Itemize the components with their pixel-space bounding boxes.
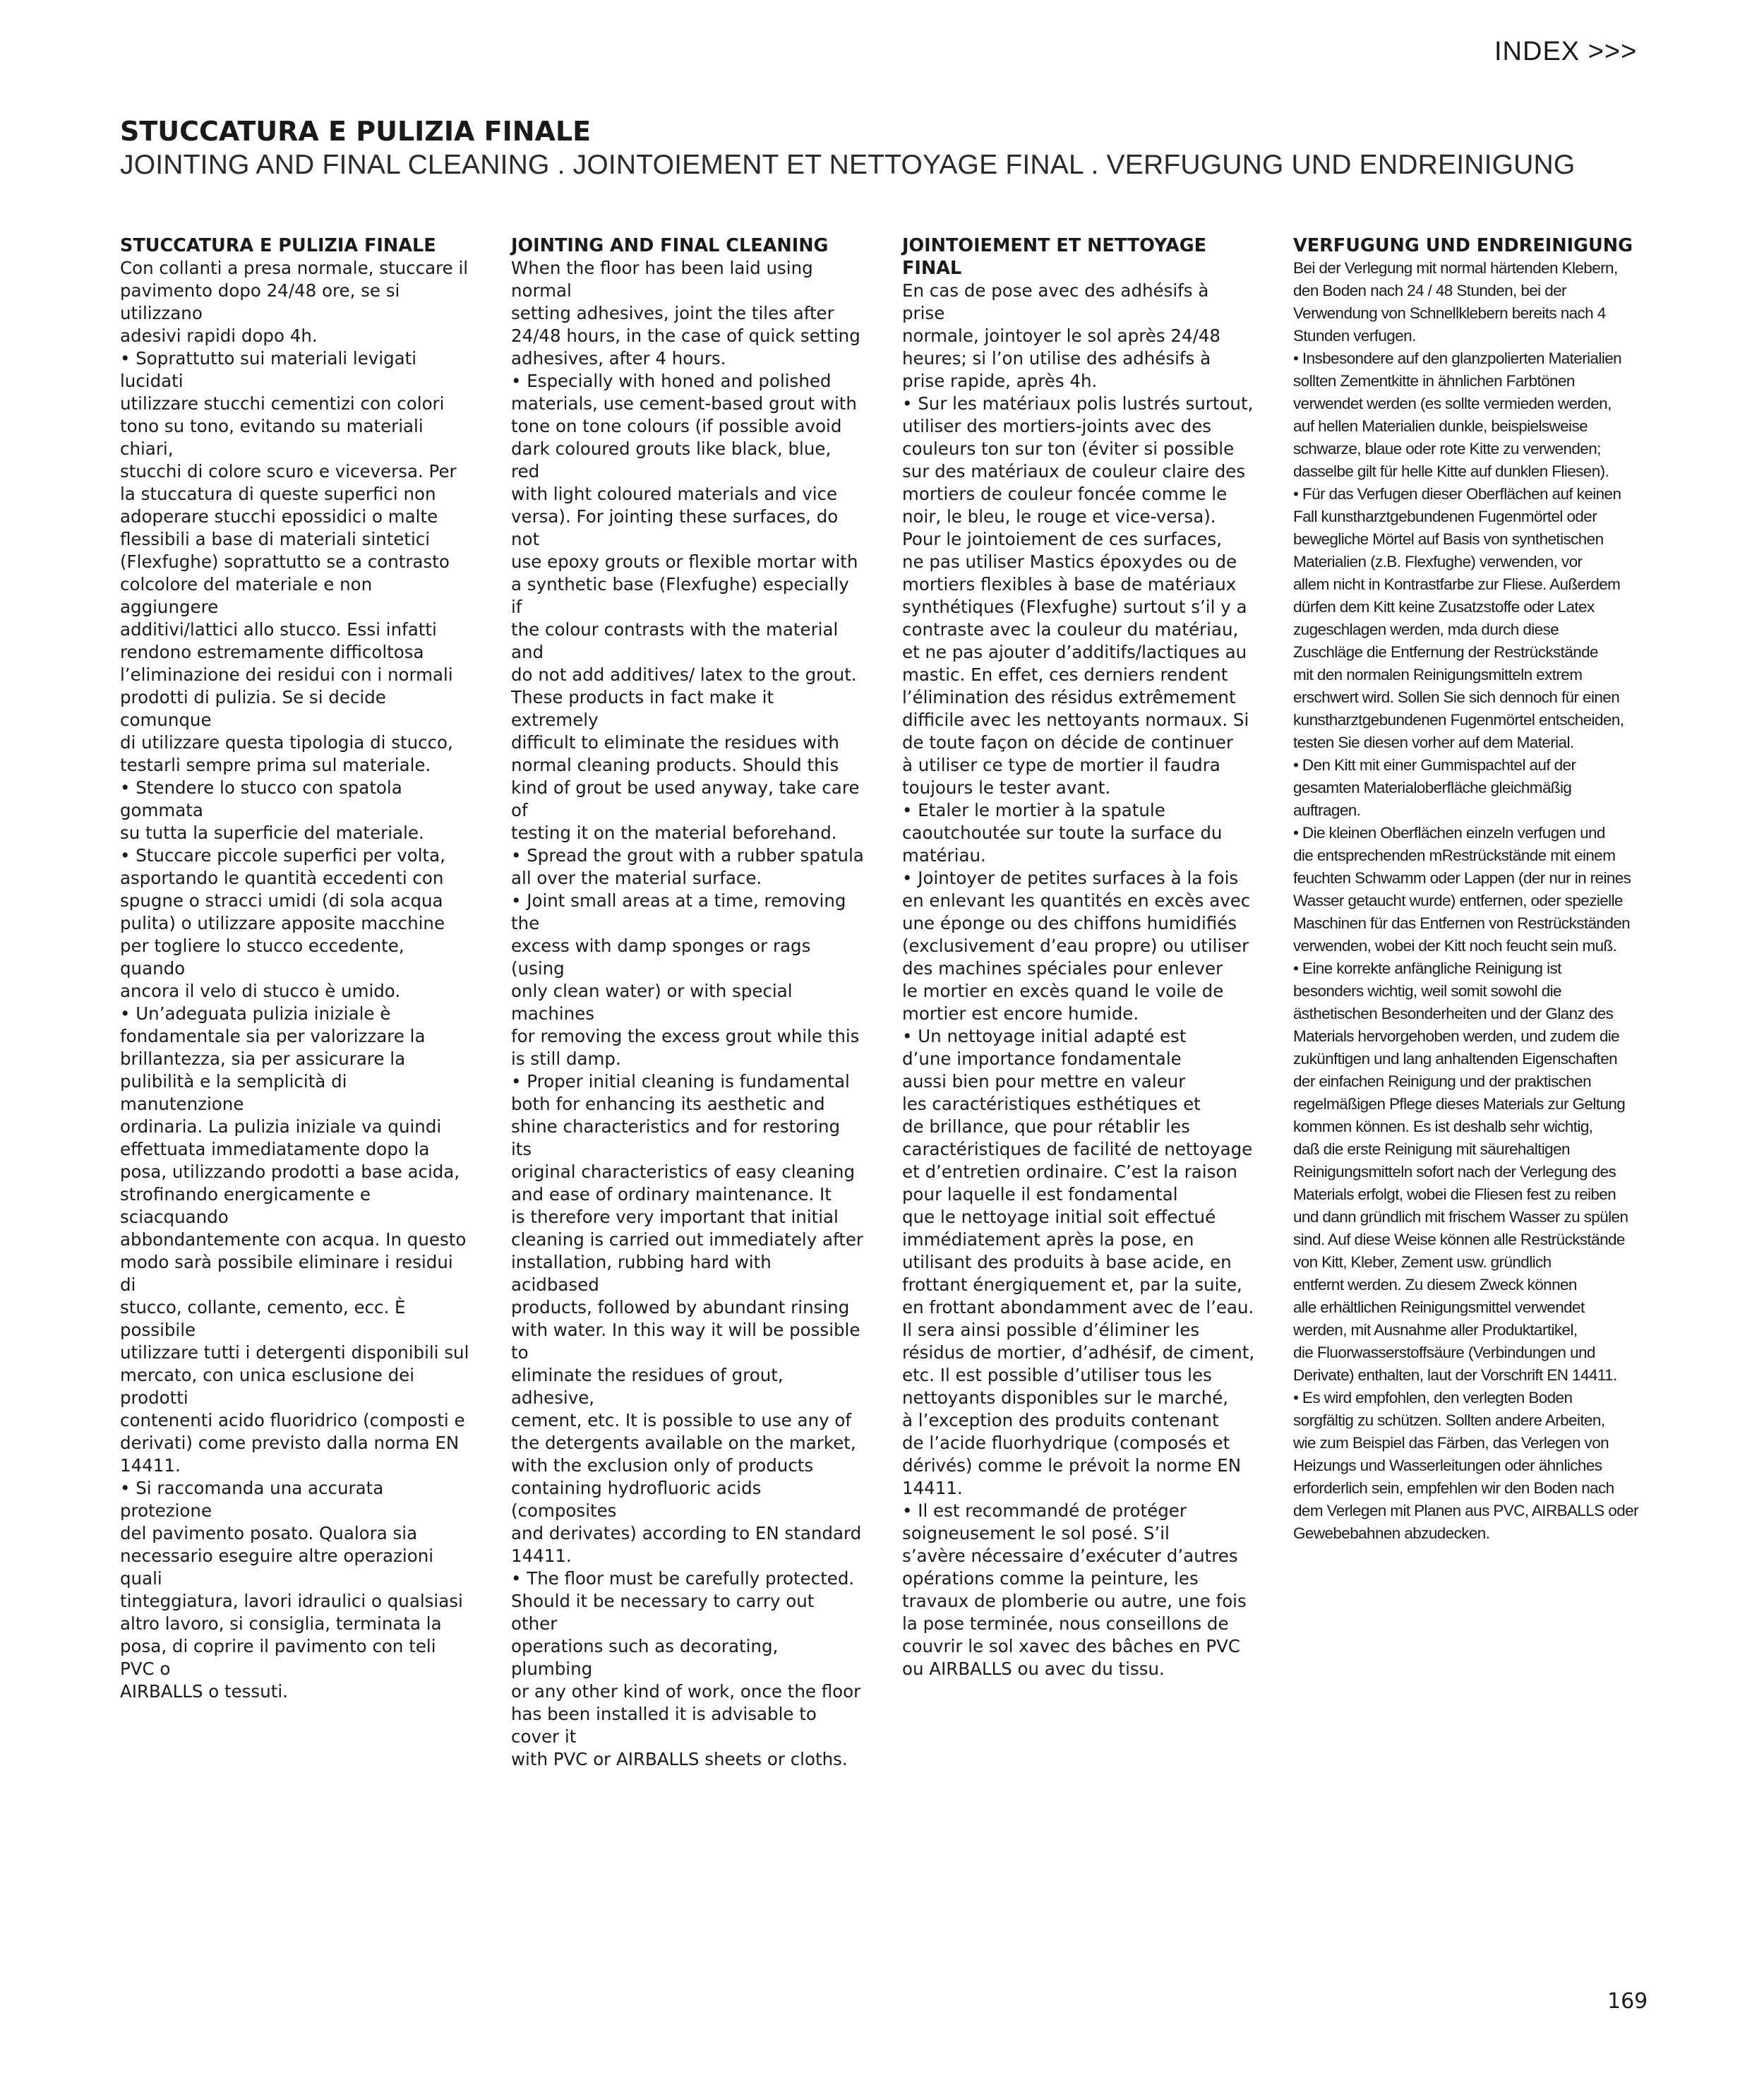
- page-number: 169: [1607, 1989, 1648, 2014]
- column-english: [511, 234, 864, 1771]
- column-heading: JOINTOIEMENT ET NETTOYAGE FINAL: [902, 235, 1207, 279]
- column-body: When the floor has been laid using normal setting adhesives, joint the tiles after 24/48 hours, in the case of quick setting adhesives, after 4 hours. • Especially with honed and polished materials, use cement-based grout with tone on tone colours (if possible avoid dark coloured grouts like black, blue, red with light coloured materials and vice versa). For jointing these surfaces, do not use epoxy grouts or flexible mortar with a synthetic base (Flexfughe) especially if the colour contrasts with the material and do not add additives/ latex to the grout. These products in fact make it extremely difficult to eliminate the residues with normal cleaning products. Should this kind of grout be used anyway, take care of testing it on the material beforehand. • Spread the grout with a rubber spatula all over the material surface. • Joint small areas at a time, removing the excess with damp sponges or rags (using only clean water) or with special machines for removing the excess grout while this is still damp. • Proper initial cleaning is fundamental both for enhancing its aesthetic and shine characteristics and for restoring its original characteristics of easy cleaning and ease of ordinary maintenance. It is therefore very important that initial cleaning is carried out immediately after installation, rubbing hard with acidbased products, followed by abundant rinsing with water. In this way it will be possible to eliminate the residues of grout, adhesive, cement, etc. It is possible to use any of the detergents available on the market, with the exclusion only of products containing hydrofluoric acids (composites and derivates) according to EN standard 14411. • The floor must be carefully protected. Should it be necessary to carry out other operations such as decorating, plumbing or any other kind of work, once the floor has been installed it is advisable to cover it with PVC or AIRBALLS sheets or cloths.: [511, 258, 864, 1769]
- page-title: STUCCATURA E PULIZIA FINALE: [120, 116, 592, 147]
- column-italian: [120, 234, 473, 1703]
- column-german: [1293, 234, 1660, 1545]
- column-body: Bei der Verlegung mit normal härtenden Klebern, den Boden nach 24 / 48 Stunden, bei der Verwendung von Schnellklebern bereits nach 4 Stunden verfugen. • Insbesondere auf den glanzpolierten Materialien sollten Zementkitte in ähnlichen Farbtönen verwendet werden (es sollte vermieden werden, auf hellen Materialien dunkle, beispielsweise schwarze, blaue oder rote Kitte zu verwenden; dasselbe gilt für helle Kitte auf dunklen Fliesen). • Für das Verfugen dieser Oberflächen auf keinen Fall kunstharztgebundenen Fugenmörtel oder bewegliche Mörtel auf Basis von synthetischen Materialien (z.B. Flexfughe) verwenden, vor allem nicht in Kontrastfarbe zur Fliese. Außerdem dürfen dem Kitt keine Zusatzstoffe oder Latex zugeschlagen werden, mda durch diese Zuschläge die Entfernung der Restrückstände mit den normalen Reinigungsmitteln extrem erschwert wird. Sollen Sie sich dennoch für einen kunstharztgebundenen Fugenmörtel entscheiden, testen Sie diesen vorher auf dem Material. • Den Kitt mit einer Gummispachtel auf der gesamten Materialoberfläche gleichmäßig auftragen. • Die kleinen Oberflächen einzeln verfugen und die entsprechenden mRestrückstände mit einem feuchten Schwamm oder Lappen (der nur in reines Wasser getaucht wurde) entfernen, oder spezielle Maschinen für das Entfernen von Restrückständen verwenden, wobei der Kitt noch feucht sein muß. • Eine korrekte anfängliche Reinigung ist besonders wichtig, weil somit sowohl die ästhetischen Besonderheiten und der Glanz des Materials hervorgehoben werden, und zudem die zukünftigen und lang anhaltenden Eigenschaften der einfachen Reinigung und der praktischen regelmäßigen Pflege dieses Materials zur Geltung kommen können. Es ist deshalb sehr wichtig, daß die erste Reinigung mit säurehaltigen Reinigungsmitteln sofort nach der Verlegung des Materials erfolgt, wobei die Fliesen fest zu reiben und dann gründlich mit frischem Wasser zu spülen sind. Auf diese Weise können alle Restrückstände von Kitt, Kleber, Zement usw. gründlich entfernt werden. Zu diesem Zweck können alle erhältlichen Reinigungsmittel verwendet werden, mit Ausnahme aller Produktartikel, die Fluorwasserstoffsäure (Verbindungen und Derivate) enthalten, laut der Vorschrift EN 14411. • Es wird empfohlen, den verlegten Boden sorgfältig zu schützen. Sollten andere Arbeiten, wie zum Beispiel das Färben, das Verlegen von Heizungs und Wasserleitungen oder ähnliches erforderlich sein, empfehlen wir den Boden nach dem Verlegen mit Planen aus PVC, AIRBALLS oder Gewebebahnen abzudecken.: [1293, 259, 1638, 1542]
- page-subtitle: JOINTING AND FINAL CLEANING . JOINTOIEMENT ET NETTOYAGE FINAL . VERFUGUNG UND ENDREINIGUNG: [120, 150, 1576, 180]
- column-heading: VERFUGUNG UND ENDREINIGUNG: [1293, 235, 1633, 256]
- column-body: En cas de pose avec des adhésifs à prise normale, jointoyer le sol après 24/48 heures; si l’on utilise des adhésifs à prise rapide, après 4h. • Sur les matériaux polis lustrés surtout, utiliser des mortiers-joints avec des couleurs ton sur ton (éviter si possible sur des matériaux de couleur claire des mortiers de couleur foncée comme le noir, le bleu, le rouge et vice-versa). Pour le jointoiement de ces surfaces, ne pas utiliser Mastics époxydes ou de mortiers flexibles à base de matériaux synthétiques (Flexfughe) surtout s’il y a contraste avec la couleur du matériau, et ne pas ajouter d’additifs/lactiques au mastic. En effet, ces derniers rendent l’élimination des résidus extrêmement difficile avec les nettoyants normaux. Si de toute façon on décide de continuer à utiliser ce type de mortier il faudra toujours le tester avant. • Etaler le mortier à la spatule caoutchoutée sur toute la surface du matériau. • Jointoyer de petites surfaces à la fois en enlevant les quantités en excès avec une éponge ou des chiffons humidifiés (exclusivement d’eau propre) ou utiliser des machines spéciales pour enlever le mortier en excès quand le voile de mortier est encore humide. • Un nettoyage initial adapté est d’une importance fondamentale aussi bien pour mettre en valeur les caractéristiques esthétiques et de brillance, que pour rétablir les caractéristiques de facilité de nettoyage et d’entretien ordinaire. C’est la raison pour laquelle il est fondamental que le nettoyage initial soit effectué immédiatement après la pose, en utilisant des produits à base acide, en frottant énergiquement et, par la suite, en frottant abondamment avec de l’eau. Il sera ainsi possible d’éliminer les résidus de mortier, d’adhésif, de ciment, etc. Il est possible d’utiliser tous les nettoyants disponibles sur le marché, à l’exception des produits contenant de l’acide fluorhydrique (composés et dérivés) comme le prévoit la norme EN 14411. • Il est recommandé de protéger soigneusement le sol posé. S’il s’avère nécessaire d’exécuter d’autres opérations comme la peinture, les travaux de plomberie ou autre, une fois la pose terminée, nous conseillons de couvrir le sol xavec des bâches en PVC ou AIRBALLS ou avec du tissu.: [902, 280, 1255, 1679]
- column-heading: JOINTING AND FINAL CLEANING: [511, 235, 829, 256]
- index-link[interactable]: INDEX >>>: [1494, 37, 1638, 66]
- column-heading: STUCCATURA E PULIZIA FINALE: [120, 235, 436, 256]
- column-body: Con collanti a presa normale, stuccare il pavimento dopo 24/48 ore, se si utilizzano adesivi rapidi dopo 4h. • Soprattutto sui materiali levigati lucidati utilizzare stucchi cementizi con colori tono su tono, evitando su materiali chiari, stucchi di colore scuro e viceversa. Per la stuccatura di queste superfici non adoperare stucchi epossidici o malte flessibili a base di materiali sintetici (Flexfughe) soprattutto se a contrasto colcolore del materiale e non aggiungere additivi/lattici allo stucco. Essi infatti rendono estremamente difficoltosa l’eliminazione dei residui con i normali prodotti di pulizia. Se si decide comunque di utilizzare questa tipologia di stucco, testarli sempre prima sul materiale. • Stendere lo stucco con spatola gommata su tutta la superficie del materiale. • Stuccare piccole superfici per volta, asportando le quantità eccedenti con spugne o stracci umidi (di sola acqua pulita) o utilizzare apposite macchine per togliere lo stucco eccedente, quando ancora il velo di stucco è umido. • Un’adeguata pulizia iniziale è fondamentale sia per valorizzare la brillantezza, sia per assicurare la pulibilità e la semplicità di manutenzione ordinaria. La pulizia iniziale va quindi effettuata immediatamente dopo la posa, utilizzando prodotti a base acida, strofinando energicamente e sciacquando abbondantemente con acqua. In questo modo sarà possibile eliminare i residui di stucco, collante, cemento, ecc. È possibile utilizzare tutti i detergenti disponibili sul mercato, con unica esclusione dei prodotti contenenti acido fluoridrico (composti e derivati) come previsto dalla norma EN 14411. • Si raccomanda una accurata protezione del pavimento posato. Qualora sia necessario eseguire altre operazioni quali tinteggiatura, lavori idraulici o qualsiasi altro lavoro, si consiglia, terminata la posa, di coprire il pavimento con teli PVC o AIRBALLS o tessuti.: [120, 258, 469, 1702]
- column-french: [902, 234, 1255, 1680]
